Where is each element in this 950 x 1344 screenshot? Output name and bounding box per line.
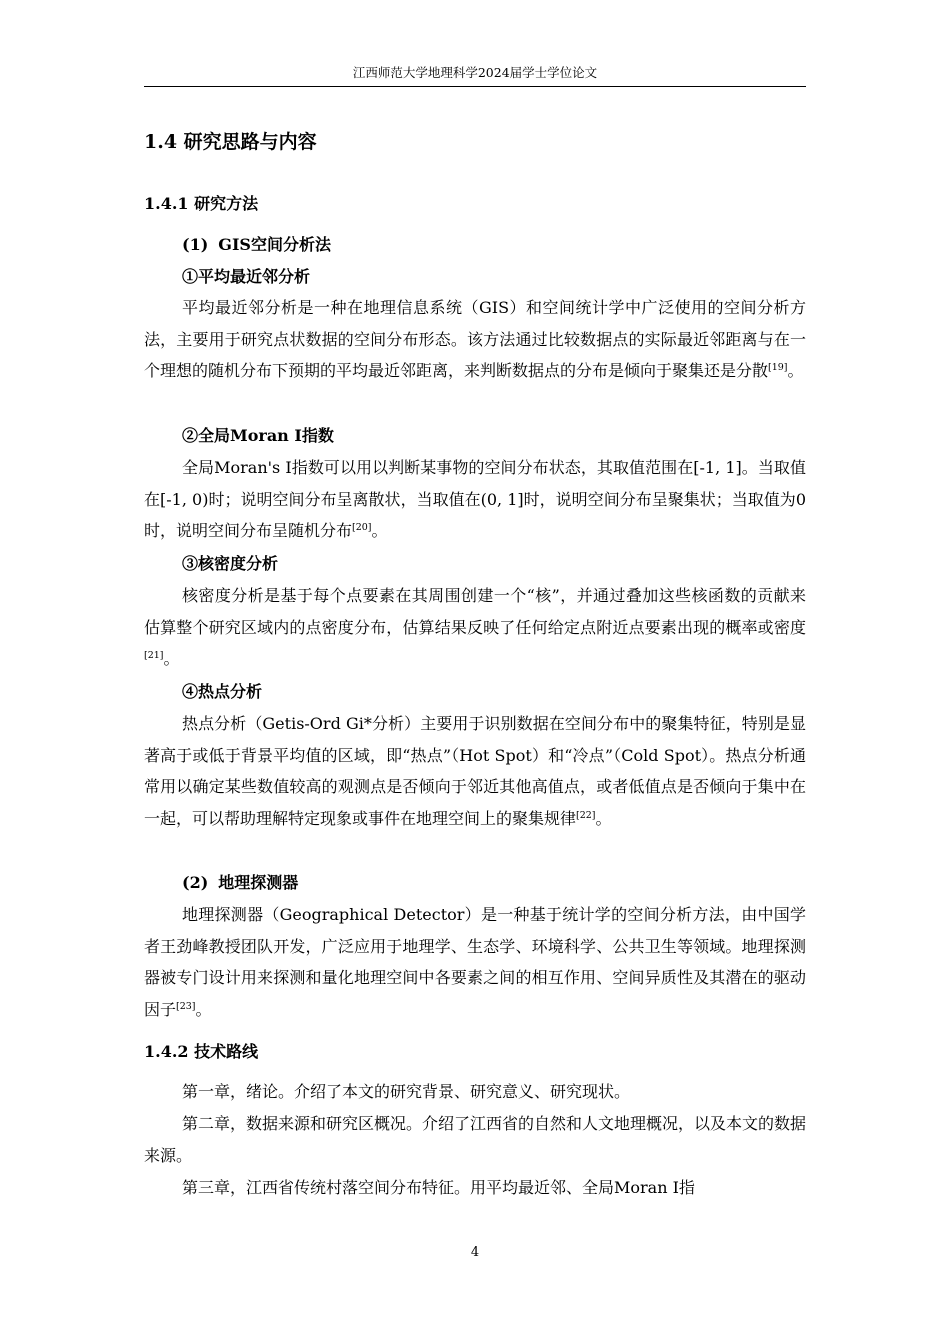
page-number: 4 [470, 1245, 480, 1260]
paragraph-end: 。 [787, 361, 804, 380]
citation-ref: [22] [576, 809, 596, 821]
paragraph-moran [144, 452, 806, 547]
paragraph-text: 地理探测器（Geographical Detector）是一种基于统计学的空间分析方法，由中国学者王劲峰教授团队开发，广泛应用于地理学、生态学、环境科学、公共卫生等领域。地理探测器被专门设计用来探测和量化地理空间中各要素之间的相互作用、空间异质性及其潜在的驱动因子 [144, 905, 806, 1019]
paragraph-geodetector [144, 899, 806, 1025]
paragraph-nearest-neighbor [144, 292, 806, 387]
method-title: 地理探测器 [218, 873, 299, 892]
subsection-title-methods: 1.4.1 研究方法 [144, 194, 259, 213]
paragraph-text: 核密度分析是基于每个点要素在其周围创建一个“核”，并通过叠加这些核函数的贡献来估算整个研究区域内的点密度分布，估算结果反映了任何给定点附近点要素出现的概率或密度 [144, 586, 806, 637]
paragraph-chapter-2: 第二章，数据来源和研究区概况。介绍了江西省的自然和人文地理概况，以及本文的数据来源。 [144, 1114, 807, 1165]
citation-ref: [23] [176, 1000, 196, 1012]
paragraph-end: 。 [195, 999, 212, 1019]
paragraph-kernel-density [144, 580, 806, 675]
method-title: GIS空间分析法 [218, 235, 331, 254]
section-title: 1.4 研究思路与内容 [144, 131, 317, 153]
paragraph-text: 全局Moran's I指数可以用以判断某事物的空间分布状态，其取值范围在[-1, 1]。当取值在[-1, 0)时；说明空间分布呈离散状，当取值在(0, 1]时，说明空间分布呈聚集状；当取值为0时，说明空间分布呈随机分布 [144, 458, 806, 540]
method-number: (1) [182, 235, 209, 254]
method-heading-geodetector [182, 871, 298, 895]
item-heading-moran: ②全局Moran I指数 [182, 426, 334, 445]
method-heading-gis [182, 233, 331, 257]
paragraph-text: 平均最近邻分析是一种在地理信息系统（GIS）和空间统计学中广泛使用的空间分析方法，主要用于研究点状数据的空间分布形态。该方法通过比较数据点的实际最近邻距离与在一个理想的随机分布下预期的平均最近邻距离，来判断数据点的分布是倾向于聚集还是分散 [144, 298, 806, 380]
paragraph-chapter-3: 第三章，江西省传统村落空间分布特征。用平均最近邻、全局Moran I指 [182, 1178, 695, 1197]
subsection-title-route: 1.4.2 技术路线 [144, 1042, 259, 1061]
citation-ref: [19] [768, 362, 788, 373]
paragraph-hotspot [144, 708, 806, 834]
paragraph-text: 热点分析（Getis-Ord Gi*分析）主要用于识别数据在空间分布中的聚集特征，特别是显著高于或低于背景平均值的区域，即“热点”（Hot Spot）和“冷点”（Cold Spot）。热点分析通常用以确定某些数值较高的观测点是否倾向于邻近其他高值点，或者低值点是否倾向于集中在一起，可以帮助理解特定现象或事件在地理空间上的聚集规律 [144, 714, 806, 828]
item-heading-nearest-neighbor: ①平均最近邻分析 [182, 267, 311, 286]
item-heading-hotspot: ④热点分析 [182, 682, 263, 701]
method-number: (2) [182, 873, 209, 892]
paragraph-end: 。 [163, 649, 180, 668]
page-header: 江西师范大学地理科学2024届学士学位论文 [144, 60, 806, 87]
paragraph-end: 。 [371, 521, 388, 540]
item-heading-kernel-density: ③核密度分析 [182, 554, 279, 573]
citation-ref: [20] [352, 522, 372, 533]
citation-ref: [21] [144, 650, 164, 661]
paragraph-end: 。 [595, 808, 612, 828]
paragraph-chapter-1: 第一章，绪论。介绍了本文的研究背景、研究意义、研究现状。 [182, 1082, 631, 1101]
